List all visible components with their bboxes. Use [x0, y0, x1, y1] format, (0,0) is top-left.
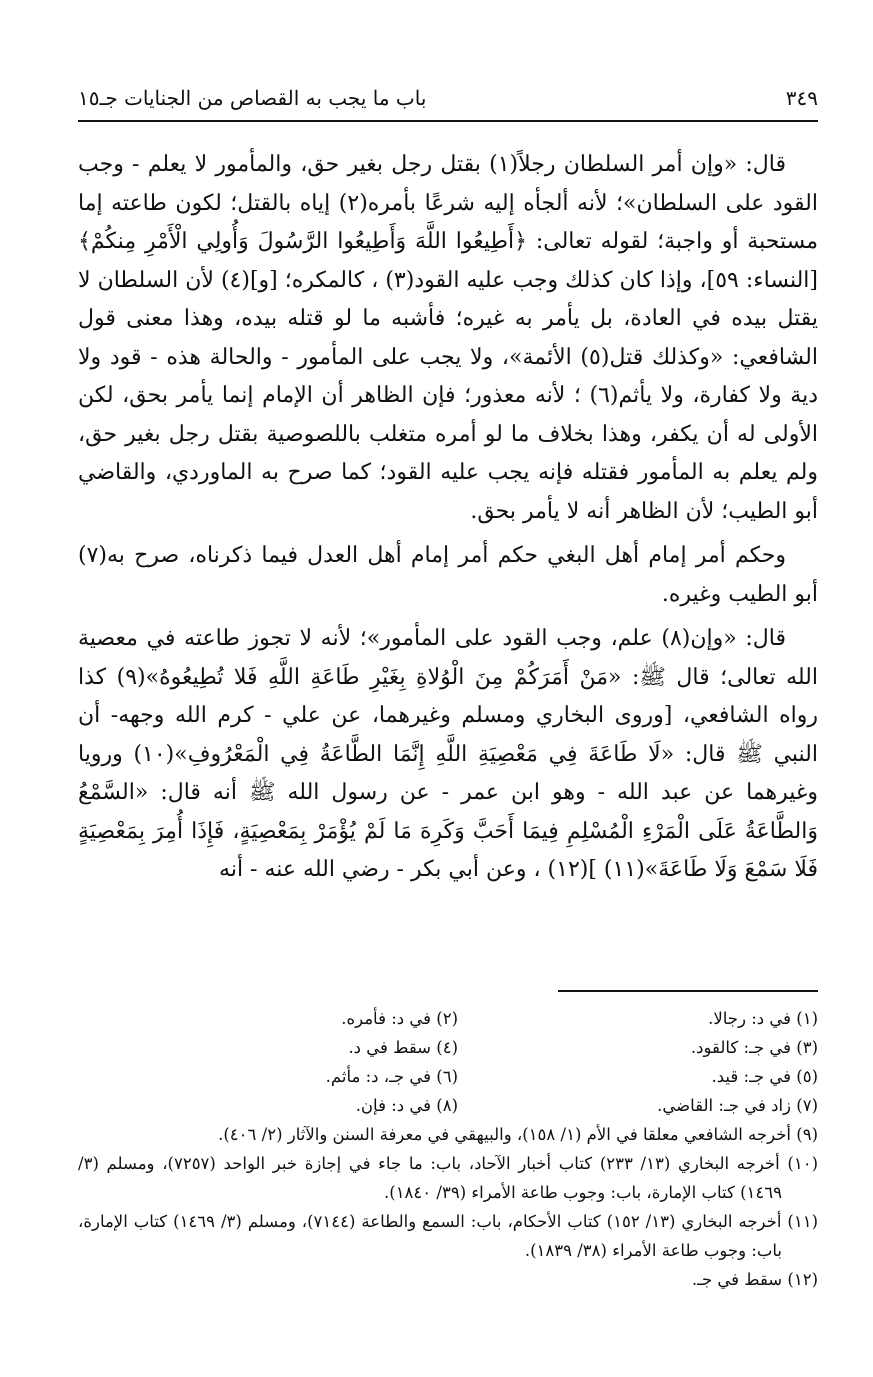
footnote: (٤) سقط في د.: [348, 1038, 458, 1057]
footnote: (٥) في جـ: قيد.: [711, 1067, 818, 1086]
footnote-11: (١١) أخرجه البخاري (١٣/ ١٥٢) كتاب الأحكام، باب: السمع والطاعة (٧١٤٤)، ومسلم (٣/ ١٤٦٩) كتاب الإمارة، باب: وجوب طاعة الأمراء (٣٨/ ١٨٣٩).: [78, 1212, 818, 1260]
footnote-row: [78, 1091, 818, 1120]
footnote-row: [78, 1004, 818, 1033]
footnote-rule: [558, 990, 818, 992]
footnote-10: (١٠) أخرجه البخاري (١٣/ ٢٣٣) كتاب أخبار الآحاد، باب: ما جاء في إجازة خبر الواحد (٧٢٥٧)، ومسلم (٣/ ١٤٦٩) كتاب الإمارة، باب: وجوب طاعة الأمراء (٣٩/ ١٨٤٠).: [78, 1154, 818, 1202]
main-text: [78, 146, 818, 896]
footnote: (٣) في جـ: كالقود.: [690, 1038, 818, 1057]
footnote-12: (١٢) سقط في جـ.: [691, 1270, 818, 1289]
page-number: ٣٤٩: [785, 86, 818, 110]
footnote: (٦) في جـ، د: مأثم.: [325, 1067, 458, 1086]
footnote: (٨) في د: فإن.: [355, 1096, 458, 1115]
footnote-row: [78, 1062, 818, 1091]
paragraph-1: قال: «وإن أمر السلطان رجلاً(١) بقتل رجل بغير حق، والمأمور لا يعلم - وجب القود على السلطان»؛ لأنه ألجأه إليه شرعًا بأمره(٢) إياه بالقتل؛ لكون طاعته إما مستحبة أو واجبة؛ لقوله تعالى: ﴿أَطِيعُوا اللَّهَ وَأَطِيعُوا الرَّسُولَ وَأُولِي الْأَمْرِ مِنكُمْ﴾ [النساء: ٥٩]، وإذا كان كذلك وجب عليه القود(٣) ، كالمكره؛ [و](٤) لأن السلطان لا يقتل بيده في العادة، بل يأمر به غيره؛ فأشبه ما لو قتله بيده، وهذا معنى قول الشافعي: «وكذلك قتل(٥) الأئمة»، ولا يجب على المأمور - والحالة هذه - قود ولا دية ولا كفارة، ولا يأثم(٦) ؛ لأنه معذور؛ فإن الظاهر أن الإمام إنما يأمر بحق، لكن الأولى له أن يكفر، وهذا بخلاف ما لو أمره متغلب باللصوصية بقتل رجل بغير حق، ولم يعلم به المأمور فقتله فإنه يجب عليه القود؛ كما صرح به الماوردي، والقاضي أبو الطيب؛ لأن الظاهر أنه لا يأمر بحق.: [78, 152, 818, 524]
footnotes: [78, 1004, 818, 1294]
paragraph-2: وحكم أمر إمام أهل البغي حكم أمر إمام أهل العدل فيما ذكرناه، صرح به(٧) أبو الطيب وغيره.: [78, 543, 818, 607]
footnote: (٢) في د: فأمره.: [341, 1009, 458, 1028]
paragraph-3: قال: «وإن(٨) علم، وجب القود على المأمور»؛ لأنه لا تجوز طاعته في معصية الله تعالى؛ قال ﷺ: «مَنْ أَمَرَكُمْ مِنَ الْوُلاةِ بِغَيْرِ طَاعَةِ اللَّهِ فَلا تُطِيعُوهُ»(٩) كذا رواه الشافعي، [وروى البخاري ومسلم وغيرهما، عن علي - كرم الله وجهه- أن النبي ﷺ قال: «لَا طَاعَةَ فِي مَعْصِيَةِ اللَّهِ إِنَّمَا الطَّاعَةُ فِي الْمَعْرُوفِ»(١٠) ورويا وغيرهما عن عبد الله - وهو ابن عمر - عن رسول الله ﷺ أنه قال: «السَّمْعُ وَالطَّاعَةُ عَلَى الْمَرْءِ الْمُسْلِمِ فِيمَا أَحَبَّ وَكَرِهَ مَا لَمْ يُؤْمَرْ بِمَعْصِيَةٍ، فَإِذَا أُمِرَ بِمَعْصِيَةٍ فَلَا سَمْعَ وَلَا طَاعَةَ»(١١) ](١٢) ، وعن أبي بكر - رضي الله عنه - أنه: [78, 626, 818, 882]
footnote-9: (٩) أخرجه الشافعي معلقا في الأم (١/ ١٥٨)، والبيهقي في معرفة السنن والآثار (٢/ ٤٠٦).: [218, 1125, 818, 1144]
footnote-row: [78, 1033, 818, 1062]
footnote: (٧) زاد في جـ: القاضي.: [657, 1096, 818, 1115]
footnote: (١) في د: رجالا.: [708, 1009, 818, 1028]
running-title: باب ما يجب به القصاص من الجنايات جـ١٥: [78, 86, 427, 110]
running-header: [78, 80, 818, 116]
header-rule: [78, 120, 818, 122]
